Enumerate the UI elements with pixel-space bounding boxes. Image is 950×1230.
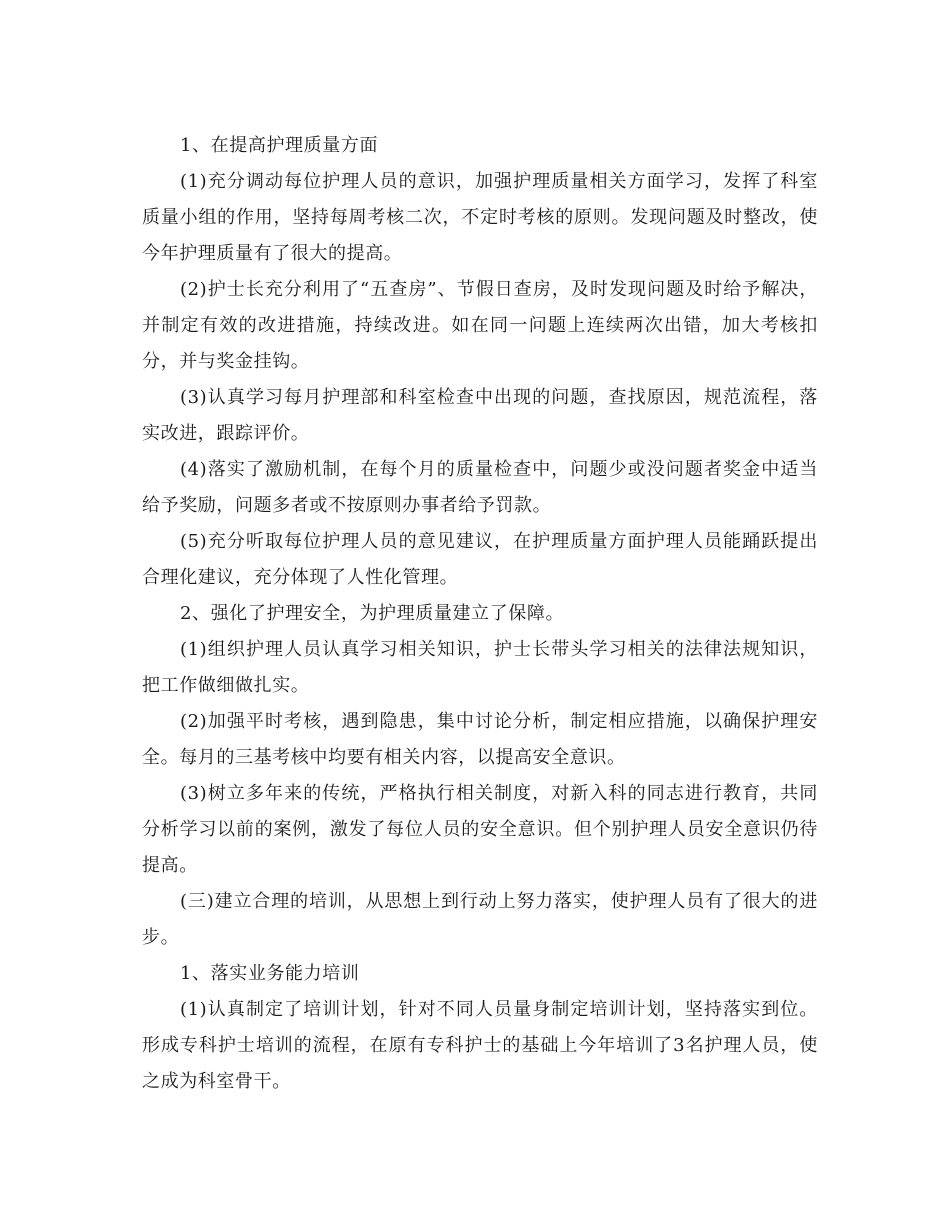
section-heading-safety: 2、强化了护理安全，为护理质量建立了保障。	[180, 603, 565, 624]
paragraph-training-1: (1)认真制定了培训计划，针对不同人员量身制定培训计划，坚持落实到位。形成专科护士培训的流程，在原有专科护士的基础上今年培训了3名护理人员，使之成为科室骨干。	[142, 999, 818, 1092]
paragraph-safety-2: (2)加强平时考核，遇到隐患，集中讨论分析，制定相应措施，以确保护理安全。每月的三基考核中均要有相关内容，以提高安全意识。	[142, 711, 818, 768]
paragraph-safety-1: (1)组织护理人员认真学习相关知识，护士长带头学习相关的法律法规知识，把工作做细做扎实。	[142, 639, 818, 696]
paragraph-quality-2: (2)护士长充分利用了“五查房”、节假日查房，及时发现问题及时给予解决，并制定有效的改进措施，持续改进。如在同一问题上连续两次出错，加大考核扣分，并与奖金挂钩。	[142, 279, 818, 372]
document-body	[142, 128, 818, 1100]
paragraph-safety-3: (3)树立多年来的传统，严格执行相关制度，对新入科的同志进行教育，共同分析学习以前的案例，激发了每位人员的安全意识。但个别护理人员安全意识仍待提高。	[142, 783, 818, 876]
paragraph-quality-5: (5)充分听取每位护理人员的意见建议，在护理质量方面护理人员能踊跃提出合理化建议，充分体现了人性化管理。	[142, 531, 818, 588]
paragraph-quality-1: (1)充分调动每位护理人员的意识，加强护理质量相关方面学习，发挥了科室质量小组的作用，坚持每周考核二次，不定时考核的原则。发现问题及时整改，使今年护理质量有了很大的提高。	[142, 171, 818, 264]
subsection-heading-skills-training: 1、落实业务能力培训	[180, 963, 360, 984]
section-heading-quality: 1、在提高护理质量方面	[180, 135, 379, 156]
paragraph-quality-4: (4)落实了激励机制，在每个月的质量检查中，问题少或没问题者奖金中适当给予奖励，问题多者或不按原则办事者给予罚款。	[142, 459, 818, 516]
section-heading-training: (三)建立合理的培训，从思想上到行动上努力落实，使护理人员有了很大的进步。	[142, 891, 818, 948]
paragraph-quality-3: (3)认真学习每月护理部和科室检查中出现的问题，查找原因，规范流程，落实改进，跟踪评价。	[142, 387, 818, 444]
